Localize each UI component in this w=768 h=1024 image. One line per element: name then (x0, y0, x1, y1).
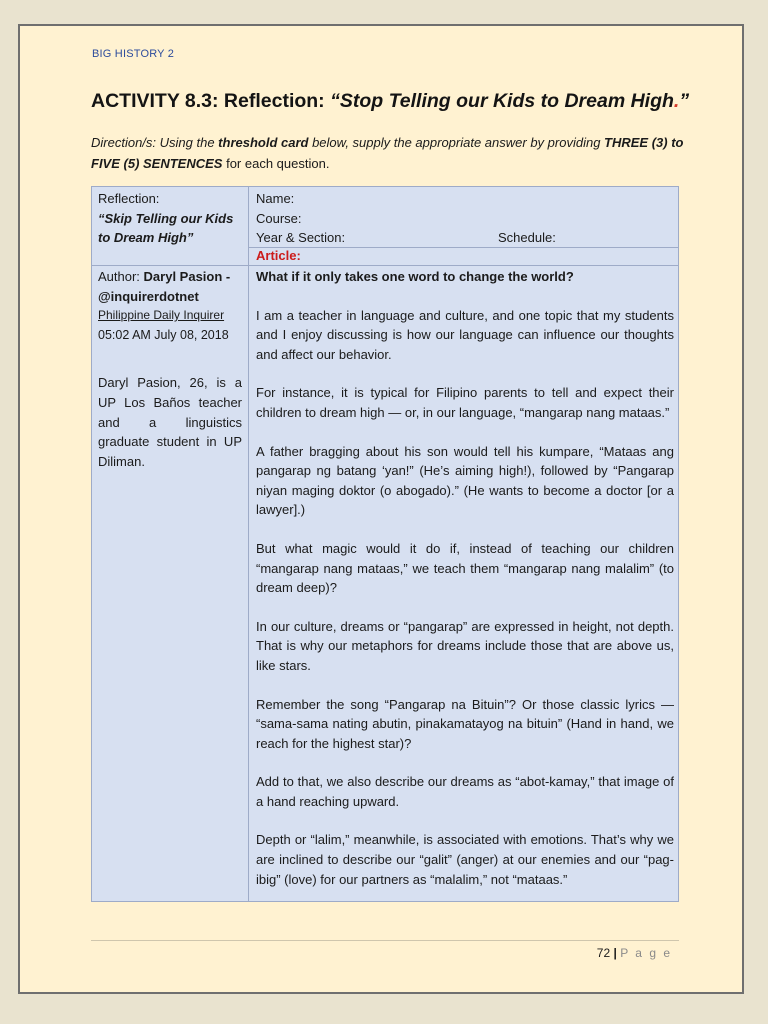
threshold-card (91, 186, 679, 902)
footer-divider (91, 940, 679, 941)
activity-title (91, 90, 689, 113)
directions-mid: below, supply the appropriate answer by providing (308, 135, 605, 150)
author-handle: @inquirerdotnet (98, 288, 199, 304)
publication-datetime: 05:02 AM July 08, 2018 (98, 327, 229, 342)
year-section-label[interactable]: Year & Section: (256, 230, 346, 246)
article-heading: What if it only takes one word to change the world? (256, 269, 574, 284)
author-line (98, 267, 242, 287)
document-page (18, 24, 744, 994)
reflection-label: Reflection: (98, 191, 160, 206)
reflection-cell (98, 189, 242, 248)
directions-sentence-count: THREE (3) to FIVE (5) SENTENCES (91, 135, 684, 171)
article-paragraph: But what magic would it do if, instead of teaching our children “mangarap nang mataas,” we teach them “mangarap nang malalim” (to dream deep)? (256, 540, 674, 596)
course-label[interactable]: Course: (256, 210, 302, 226)
directions-suffix: for each question. (222, 156, 330, 171)
article-paragraph: In our culture, dreams or “pangarap” are expressed in height, not depth. That is why our metaphors for dreams include those that are above us, like stars. (256, 618, 674, 673)
directions-prefix: Direction/s: Using the (91, 135, 219, 150)
article-paragraph: Remember the song “Pangarap na Bituin”? Or those classic lyrics — “sama-sama nating abutin, pinakamatayog na bituin” (Hand in hand, we reach for the highest star)? (256, 696, 674, 751)
author-prefix: Author: (98, 269, 144, 284)
activity-quote-period: . (673, 90, 680, 112)
article-paragraph: A father bragging about his son would tell his kumpare, “Mataas ang pangarap ng batang ‘yan!” (He’s aiming high!), followed by “Pangarap niyan maging doktor (o abogado).” (He wants to become a doctor [or a lawyer].) (256, 443, 674, 518)
card-row-divider (92, 265, 679, 266)
reflection-title-line-2: to Dream High” (98, 230, 194, 246)
publication-name: Philippine Daily Inquirer (98, 308, 225, 323)
article-paragraph: Depth or “lalim,” meanwhile, is associated with emotions. That’s why we are inclined to describe our “galit” (anger) at our enemies and our “pag-ibig” (love) for our partners as “malalim,” not “mataas.” (256, 832, 674, 887)
directions-threshold-card: threshold card (218, 135, 309, 150)
article-paragraph: For instance, it is typical for Filipino parents to tell and expect their children to dream high — or, in our language, “mangarap nang mataas.” (256, 385, 674, 420)
activity-quote: “Stop Telling our Kids to Dream High (330, 90, 674, 112)
page-word: P a g e (620, 946, 672, 960)
article-label: Article: (256, 248, 301, 263)
activity-quote-close: ” (679, 90, 690, 112)
directions-text (91, 132, 691, 174)
page-number: 72 (596, 946, 611, 960)
student-info-cell (256, 189, 674, 248)
schedule-label[interactable]: Schedule: (498, 230, 556, 246)
activity-label: ACTIVITY 8.3: Reflection: (91, 90, 331, 112)
year-schedule-row (256, 228, 674, 248)
article-paragraph: Add to that, we also describe our dreams as “abot-kamay,” that image of a hand reaching upward. (256, 774, 674, 809)
article-paragraph: I am a teacher in language and culture, and one topic that my students and I enjoy discussing is how our language can influence our thoughts and affect our behavior. (256, 307, 674, 362)
author-bio: Daryl Pasion, 26, is a UP Los Baños teacher and a linguistics graduate student in UP Diliman. (98, 375, 242, 469)
author-cell (98, 267, 242, 471)
name-label[interactable]: Name: (256, 191, 295, 206)
card-column-divider (248, 187, 249, 901)
article-body (256, 267, 674, 908)
reflection-title-line-1: “Skip Telling our Kids (98, 210, 234, 226)
page-footer (597, 946, 672, 960)
author-name: Daryl Pasion - (143, 269, 231, 284)
footer-separator: | (613, 946, 617, 960)
header-series-label: BIG HISTORY 2 (92, 48, 175, 60)
